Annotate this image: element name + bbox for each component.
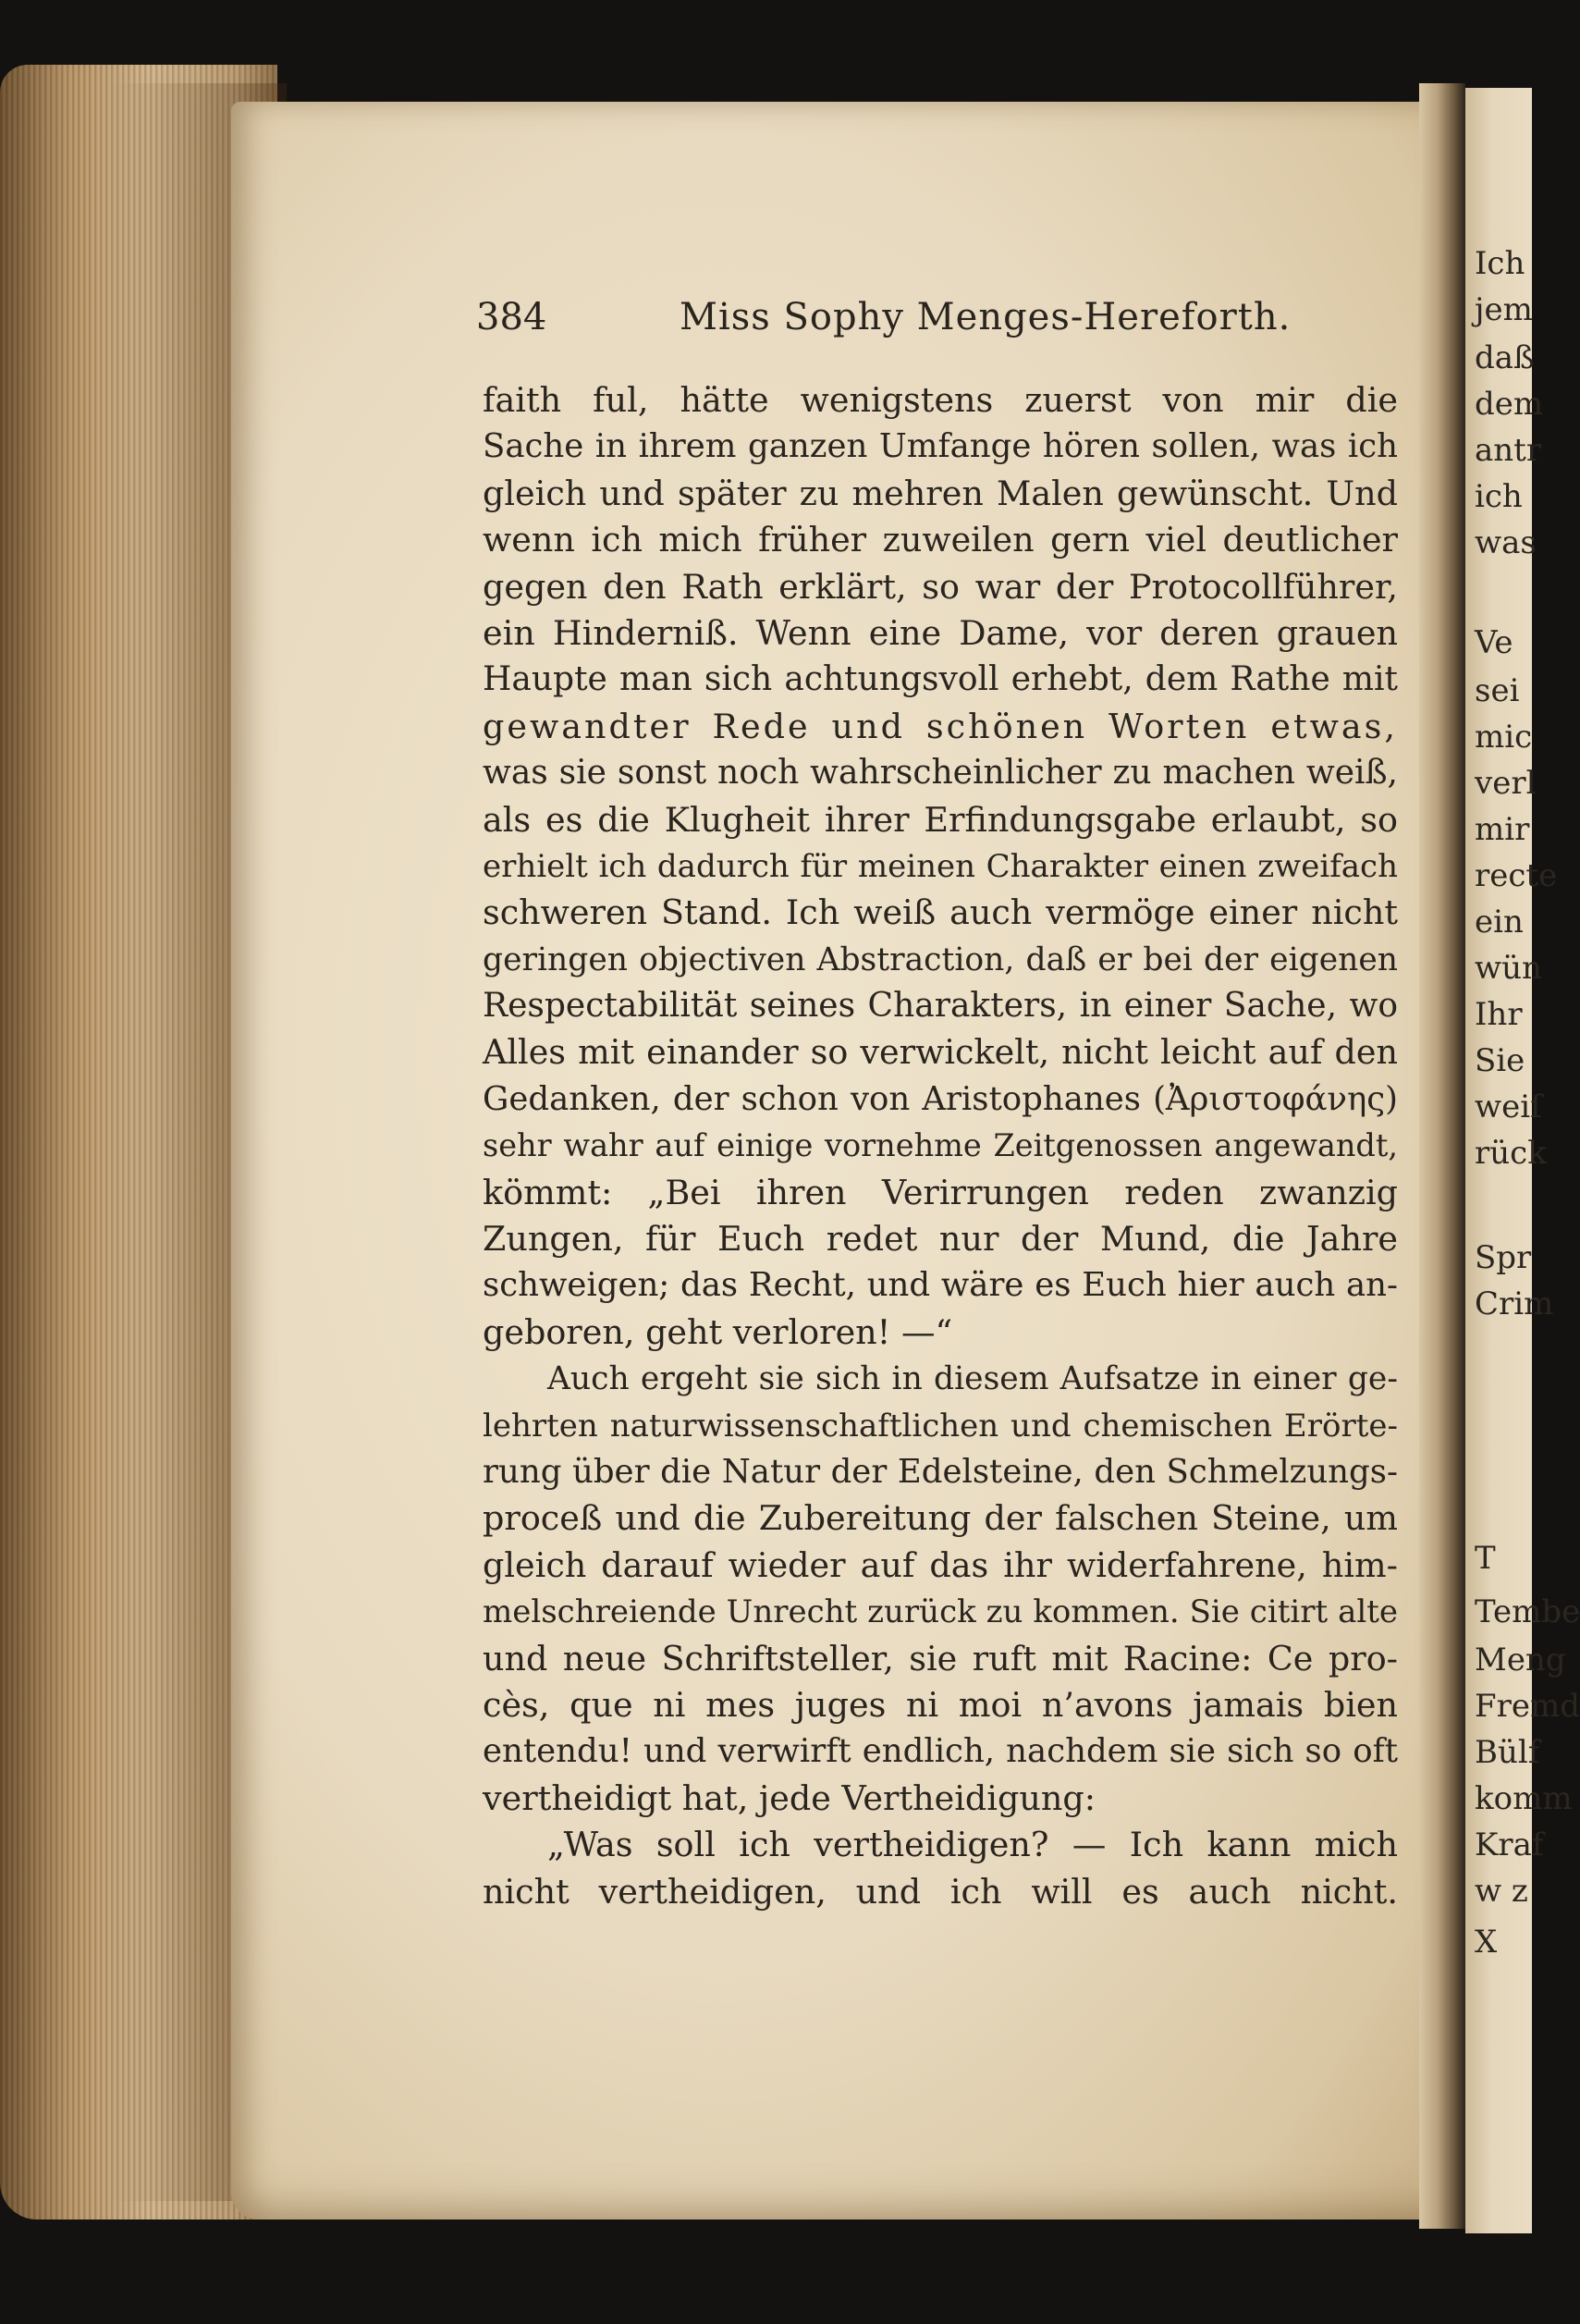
facing-fragment: Meng xyxy=(1475,1642,1566,1678)
text-line: rung über die Natur der Edelsteine, den Schmelzungs- xyxy=(483,1452,1398,1491)
text-line: als es die Klugheit ihrer Erfindungsgabe erlaubt, so xyxy=(483,799,1398,840)
text-line: geringen objectiven Abstraction, daß er bei der eigenen xyxy=(483,941,1398,978)
page-number: 384 xyxy=(476,296,547,338)
facing-fragment: antr xyxy=(1475,432,1542,469)
text-line: Sache in ihrem ganzen Umfange hören sollen, was ich xyxy=(483,427,1398,466)
facing-fragment: dem xyxy=(1475,386,1544,423)
book-gutter xyxy=(1419,83,1465,2229)
facing-page-fragment xyxy=(1465,88,1580,2233)
facing-fragment: Kraf xyxy=(1475,1826,1544,1863)
text-line: was sie sonst noch wahrscheinlicher zu machen weiß, xyxy=(483,754,1398,793)
text-line: Alles mit einander so verwickelt, nicht leicht auf den xyxy=(483,1032,1398,1073)
text-line: erhielt ich dadurch für meinen Charakter einen zweifach xyxy=(483,847,1398,885)
facing-fragment: w z xyxy=(1475,1873,1528,1910)
facing-fragment: wün xyxy=(1475,950,1542,987)
text-line: sehr wahr auf einige vornehme Zeitgenossen angewandt, xyxy=(483,1127,1398,1164)
facing-fragment: daß xyxy=(1475,339,1535,376)
facing-fragment: mir xyxy=(1475,811,1530,848)
text-line: geboren, geht verloren! —“ xyxy=(483,1311,953,1352)
text-line: kömmt: „Bei ihren Verirrungen reden zwanzig xyxy=(483,1172,1398,1212)
facing-fragment: Spr xyxy=(1475,1239,1532,1276)
facing-fragment: Crim xyxy=(1475,1285,1554,1322)
text-line: schweren Stand. Ich weiß auch vermöge einer nicht xyxy=(483,892,1398,933)
text-line: nicht vertheidigen, und ich will es auch nicht. xyxy=(483,1871,1398,1912)
text-line: Auch ergeht sie sich in diesem Aufsatze in einer ge- xyxy=(547,1360,1398,1398)
facing-fragment: Ihr xyxy=(1475,996,1523,1033)
facing-fragment: X xyxy=(1475,1924,1498,1961)
text-line: melschreiende Unrecht zurück zu kommen. Sie citirt alte xyxy=(483,1593,1398,1631)
text-line: ein Hinderniß. Wenn eine Dame, vor deren grauen xyxy=(483,612,1398,653)
facing-fragment: ein xyxy=(1475,904,1524,941)
text-line: proceß und die Zubereitung der falschen Steine, um xyxy=(483,1498,1398,1539)
facing-fragment: sei xyxy=(1475,672,1520,709)
facing-fragment: was xyxy=(1475,524,1537,561)
text-line: „Was soll ich vertheidigen? — Ich kann mich xyxy=(547,1825,1398,1865)
text-line: Zungen, für Euch redet nur der Mund, die Jahre xyxy=(483,1219,1398,1260)
text-line: gewandter Rede und schönen Worten etwas, xyxy=(483,706,1398,746)
facing-fragment: ich xyxy=(1475,478,1523,515)
facing-fragment: mic xyxy=(1475,719,1533,756)
text-line: faith ful, hätte wenigstens zuerst von mir die xyxy=(483,380,1398,420)
body-text xyxy=(483,377,1398,1915)
text-line: Respectabilität seines Charakters, in einer Sache, wo xyxy=(483,987,1398,1026)
text-line: cès, que ni mes juges ni moi n’avons jamais bien xyxy=(483,1684,1398,1725)
facing-fragment: Ich xyxy=(1475,245,1525,282)
text-line: schweigen; das Recht, und wäre es Euch hier auch an- xyxy=(483,1266,1398,1305)
running-head: Miss Sophy Menges-Hereforth. xyxy=(680,296,1292,338)
page-header xyxy=(476,296,1401,351)
facing-fragment: Sie xyxy=(1475,1042,1525,1079)
facing-fragment: rück xyxy=(1475,1135,1547,1172)
text-line: wenn ich mich früher zuweilen gern viel deutlicher xyxy=(483,520,1398,560)
facing-fragment: weiſ xyxy=(1475,1088,1542,1125)
text-line: gegen den Rath erklärt, so war der Protocollführer, xyxy=(483,566,1398,607)
text-line: gleich und später zu mehren Malen gewünscht. Und xyxy=(483,473,1398,513)
text-line: entendu! und verwirft endlich, nachdem sie sich so oft xyxy=(483,1732,1398,1771)
text-line: Haupte man sich achtungsvoll erhebt, dem Rathe mit xyxy=(483,660,1398,699)
facing-fragment: Tembe xyxy=(1475,1593,1580,1630)
facing-fragment: Bülf xyxy=(1475,1734,1540,1771)
facing-fragment: verl xyxy=(1475,765,1537,802)
facing-fragment: Ve xyxy=(1475,624,1513,661)
text-line: lehrten naturwissenschaftlichen und chemischen Erörte- xyxy=(483,1407,1398,1445)
text-line: vertheidigt hat, jede Vertheidigung: xyxy=(483,1777,1096,1818)
facing-fragment: Fremd xyxy=(1475,1688,1580,1725)
facing-fragment: jem xyxy=(1475,291,1533,328)
text-line: und neue Schriftsteller, sie ruft mit Racine: Ce pro- xyxy=(483,1638,1398,1678)
text-line: gleich darauf wieder auf das ihr widerfahrene, him- xyxy=(483,1544,1398,1585)
facing-fragment: recte xyxy=(1475,857,1558,894)
facing-fragment: komm xyxy=(1475,1780,1573,1817)
text-line: Gedanken, der schon von Aristophanes (Ἀριστοφάνης) xyxy=(483,1079,1398,1118)
facing-fragment: T xyxy=(1475,1540,1496,1577)
